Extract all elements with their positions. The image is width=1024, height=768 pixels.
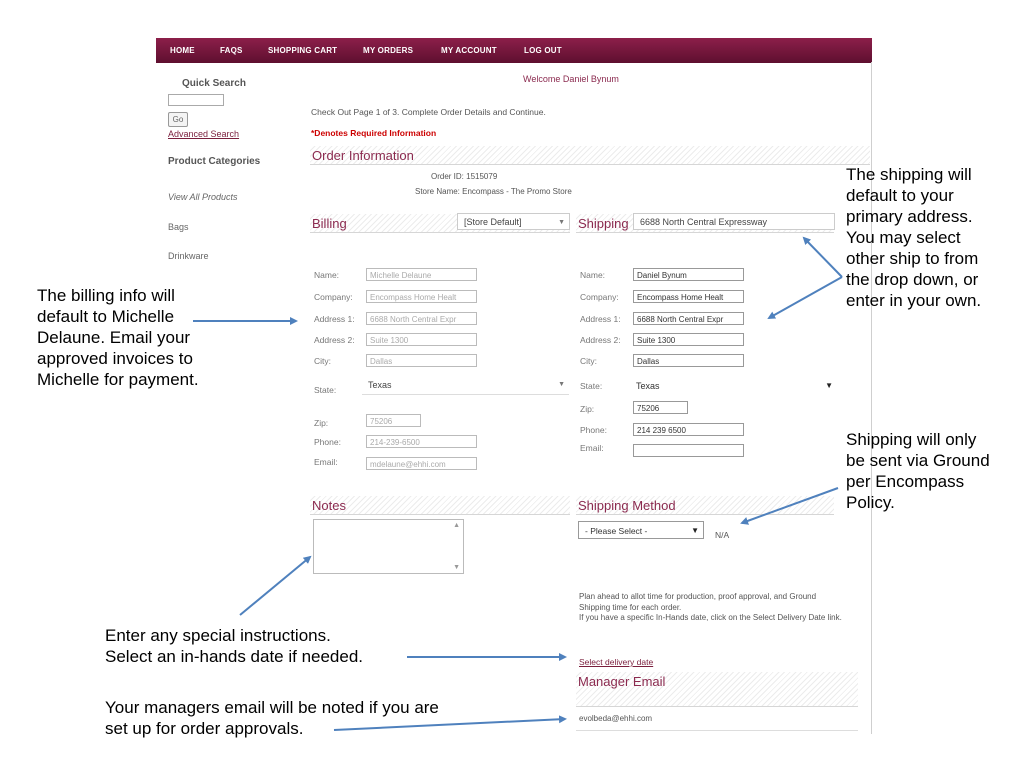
billing-address1-label: Address 1: (314, 314, 355, 324)
billing-zip-input[interactable]: 75206 (366, 414, 421, 427)
in-hands-text: If you have a specific In-Hands date, click on the Select Delivery Date link. (579, 613, 842, 622)
shipping-phone-label: Phone: (580, 425, 607, 435)
chevron-down-icon: ▼ (558, 381, 565, 388)
chevron-down-icon: ▼ (825, 381, 833, 390)
manager-email-title: Manager Email (578, 674, 666, 689)
welcome-text: Welcome Daniel Bynum (523, 74, 619, 84)
annotation-shipping-default: The shipping will default to your primary address. You may select other ship to from the drop down, or enter in your own. (846, 165, 982, 310)
store-name-text: Store Name: Encompass - The Promo Store (415, 187, 572, 196)
nav-home[interactable]: HOME (170, 46, 195, 55)
shipping-state-label: State: (580, 381, 603, 391)
shipping-method-title: Shipping Method (578, 498, 676, 513)
billing-zip-label: Zip: (314, 418, 329, 428)
scroll-up-icon[interactable]: ▲ (453, 522, 460, 529)
annotation-in-hands-date: Select an in-hands date if needed. (105, 647, 364, 666)
billing-email-label: Email: (314, 457, 338, 467)
product-categories-heading: Product Categories (168, 156, 261, 167)
nav-shopping-cart[interactable]: SHOPPING CART (268, 46, 338, 55)
billing-city-label: City: (314, 356, 331, 366)
scroll-down-icon[interactable]: ▼ (453, 564, 460, 571)
shipping-address1-input[interactable]: 6688 North Central Expr (633, 312, 744, 325)
arrow-shipping-method (742, 488, 838, 523)
shipping-method-value: - Please Select - (585, 526, 648, 536)
billing-phone-input[interactable]: 214-239-6500 (366, 435, 477, 448)
shipping-address1-label: Address 1: (580, 314, 621, 324)
billing-name-label: Name: (314, 270, 340, 280)
billing-company-label: Company: (314, 292, 353, 302)
shipping-company-input[interactable]: Encompass Home Healt (633, 290, 744, 303)
nav-my-orders[interactable]: MY ORDERS (363, 46, 414, 55)
billing-address1-input[interactable]: 6688 North Central Expr (366, 312, 477, 325)
billing-email-input[interactable]: mdelaune@ehhi.com (366, 457, 477, 470)
arrow-manager-email (334, 719, 565, 730)
shipping-email-label: Email: (580, 443, 604, 453)
billing-address2-input[interactable]: Suite 1300 (366, 333, 477, 346)
annotation-manager-email-1: Your managers email will be noted if you are (105, 698, 439, 717)
shipping-method-na: N/A (715, 530, 730, 540)
chevron-down-icon: ▼ (558, 219, 565, 226)
required-info-text: *Denotes Required Information (311, 128, 437, 138)
billing-phone-label: Phone: (314, 437, 341, 447)
view-all-products-link[interactable]: View All Products (168, 192, 238, 202)
billing-state-value: Texas (368, 380, 392, 390)
order-information-title: Order Information (312, 148, 414, 163)
billing-title: Billing (312, 216, 347, 231)
category-bags-link[interactable]: Bags (168, 222, 189, 232)
notes-title: Notes (312, 498, 346, 513)
go-button[interactable]: Go (168, 112, 188, 127)
arrow-shipping-dropdown (804, 238, 842, 277)
nav-faqs[interactable]: FAQS (220, 46, 243, 55)
nav-my-account[interactable]: MY ACCOUNT (441, 46, 497, 55)
shipping-phone-input[interactable]: 214 239 6500 (633, 423, 744, 436)
shipping-name-label: Name: (580, 270, 606, 280)
shipping-address2-input[interactable]: Suite 1300 (633, 333, 744, 346)
billing-state-label: State: (314, 385, 337, 395)
annotation-manager-email-2: set up for order approvals. (105, 719, 304, 738)
shipping-zip-input[interactable]: 75206 (633, 401, 688, 414)
select-delivery-date-link[interactable]: Select delivery date (579, 657, 654, 667)
shipping-name-input[interactable]: Daniel Bynum (633, 268, 744, 281)
shipping-city-input[interactable]: Dallas (633, 354, 744, 367)
billing-company-input[interactable]: Encompass Home Healt (366, 290, 477, 303)
billing-address2-label: Address 2: (314, 335, 355, 345)
shipping-state-value: Texas (636, 381, 660, 391)
billing-select-value: [Store Default] (464, 217, 522, 227)
order-id-text: Order ID: 1515079 (431, 172, 498, 181)
shipping-zip-label: Zip: (580, 404, 595, 414)
billing-name-input[interactable]: Michelle Delaune (366, 268, 477, 281)
shipping-select-value: 6688 North Central Expressway (640, 217, 768, 227)
shipping-address2-label: Address 2: (580, 335, 621, 345)
checkout-step-text: Check Out Page 1 of 3. Complete Order Details and Continue. (311, 107, 546, 117)
annotation-billing-default: The billing info will default to Michelle Delaune. Email your approved invoices to Michelle for payment. (37, 286, 199, 389)
plan-ahead-text: Plan ahead to allot time for production, proof approval, and Ground Shipping time for each order. (579, 592, 817, 612)
shipping-company-label: Company: (580, 292, 619, 302)
annotation-special-instructions: Enter any special instructions. (105, 626, 331, 645)
shipping-city-label: City: (580, 356, 597, 366)
quick-search-heading: Quick Search (182, 78, 246, 89)
nav-log-out[interactable]: LOG OUT (524, 46, 562, 55)
shipping-title: Shipping (578, 216, 629, 231)
chevron-down-icon: ▼ (691, 526, 699, 535)
manager-email-value: evolbeda@ehhi.com (579, 714, 653, 723)
billing-city-input[interactable]: Dallas (366, 354, 477, 367)
arrow-shipping-address (769, 277, 842, 318)
annotation-shipping-ground: Shipping will only be sent via Ground per Encompass Policy. (846, 430, 990, 512)
advanced-search-link[interactable]: Advanced Search (168, 129, 240, 139)
category-drinkware-link[interactable]: Drinkware (168, 251, 209, 261)
arrow-notes (240, 557, 310, 615)
